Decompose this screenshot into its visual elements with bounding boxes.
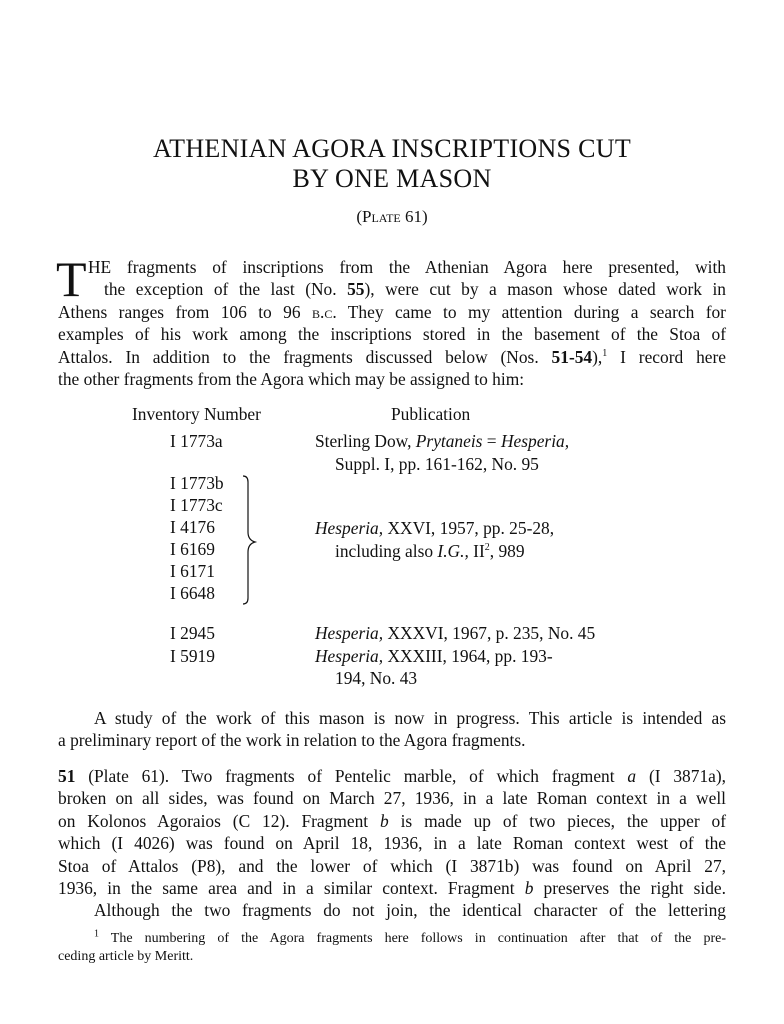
publication-group-line-1: Hesperia, XXVI, 1957, pp. 25-28, bbox=[315, 518, 555, 538]
footnote-line-2: ceding article by Meritt. bbox=[58, 949, 194, 964]
inventory-number-4176: I 4176 bbox=[170, 517, 215, 537]
column-header-publication: Publication bbox=[391, 404, 471, 424]
intro-line-3: Athens ranges from 106 to 96 b.c. They came to my attention during a search for bbox=[58, 301, 726, 322]
footnote bbox=[58, 930, 726, 966]
entry-51-line-5: Stoa of Attalos (P8), and the lower of which (I 3871b) was found on April 27, bbox=[58, 855, 726, 876]
publication-1773a-line-2: Suppl. I, pp. 161-162, No. 95 bbox=[335, 454, 539, 474]
study-line-1: A study of the work of this mason is now in progress. This article is intended as bbox=[94, 708, 726, 728]
article-title-line-2: BY ONE MASON bbox=[292, 164, 492, 193]
inventory-number-5919: I 5919 bbox=[170, 646, 215, 666]
grouping-brace bbox=[240, 474, 262, 606]
inventory-number-6171: I 6171 bbox=[170, 561, 215, 581]
intro-line-4: examples of his work among the inscriptions stored in the basement of the Stoa of bbox=[58, 324, 726, 345]
publication-5919-line-2: 194, No. 43 bbox=[335, 668, 418, 688]
inventory-number-6169: I 6169 bbox=[170, 539, 215, 559]
column-header-inventory: Inventory Number bbox=[132, 404, 261, 424]
publication-group-line-2: including also I.G., $II^2$, 989 bbox=[335, 541, 525, 561]
inventory-number-2945: I 2945 bbox=[170, 623, 215, 643]
entry-51-line-1: 51 (Plate 61). Two fragments of Pentelic marble, of which fragment a (I 3871a), bbox=[58, 766, 726, 786]
entry-51-line-6: 1936, in the same area and in a similar context. Fragment b preserves the right side. bbox=[58, 878, 726, 899]
intro-line-1: HE fragments of inscriptions from the Athenian Agora here presented, with bbox=[88, 257, 726, 277]
intro-line-5: Attalos. In addition to the fragments discussed below (Nos. 51-54),$^1$ I record here bbox=[58, 346, 727, 367]
plate-open: ( bbox=[356, 207, 362, 226]
article-title-line-1: ATHENIAN AGORA INSCRIPTIONS CUT bbox=[152, 134, 632, 163]
drop-cap: T bbox=[56, 251, 87, 307]
plate-close: 61) bbox=[400, 207, 428, 226]
entry-51-line-4: which (I 4026) was found on April 18, 1936, in a late Roman context west of the bbox=[58, 833, 726, 854]
publication-2945: Hesperia, XXXVI, 1967, p. 235, No. 45 bbox=[315, 623, 596, 643]
study-line-2: a preliminary report of the work in relation to the Agora fragments. bbox=[58, 730, 526, 751]
inventory-number-1773c: I 1773c bbox=[170, 495, 223, 515]
publication-1773a-line-1: Sterling Dow, Prytaneis = Hesperia, bbox=[315, 431, 570, 451]
intro-line-6: the other fragments from the Agora which may be assigned to him: bbox=[58, 369, 525, 390]
inventory-number-1773a: I 1773a bbox=[170, 431, 223, 451]
entry-number: 51 bbox=[58, 766, 76, 786]
entry-51-line-7: Although the two fragments do not join, the identical character of the lettering bbox=[94, 900, 726, 921]
plate-word: Plate bbox=[361, 207, 401, 226]
entry-51-line-2: broken on all sides, was found on March 27, 1936, in a late Roman context in a well bbox=[58, 788, 726, 809]
footnote-line-1: $^1$ The numbering of the Agora fragments here follows in continuation after that of the pre- bbox=[94, 928, 726, 946]
intro-line-2: the exception of the last (No. 55), were cut by a mason whose dated work in bbox=[104, 279, 726, 300]
entry-51-paragraph bbox=[58, 765, 726, 922]
publication-5919-line-1: Hesperia, XXXIII, 1964, pp. 193- bbox=[315, 646, 553, 666]
inventory-number-1773b: I 1773b bbox=[170, 473, 224, 493]
footnote-marker: 1 bbox=[94, 928, 99, 940]
inventory-number-6648: I 6648 bbox=[170, 583, 215, 603]
entry-51-line-3: on Kolonos Agoraios (C 12). Fragment b is made up of two pieces, the upper of bbox=[58, 810, 727, 831]
study-paragraph bbox=[58, 707, 726, 752]
